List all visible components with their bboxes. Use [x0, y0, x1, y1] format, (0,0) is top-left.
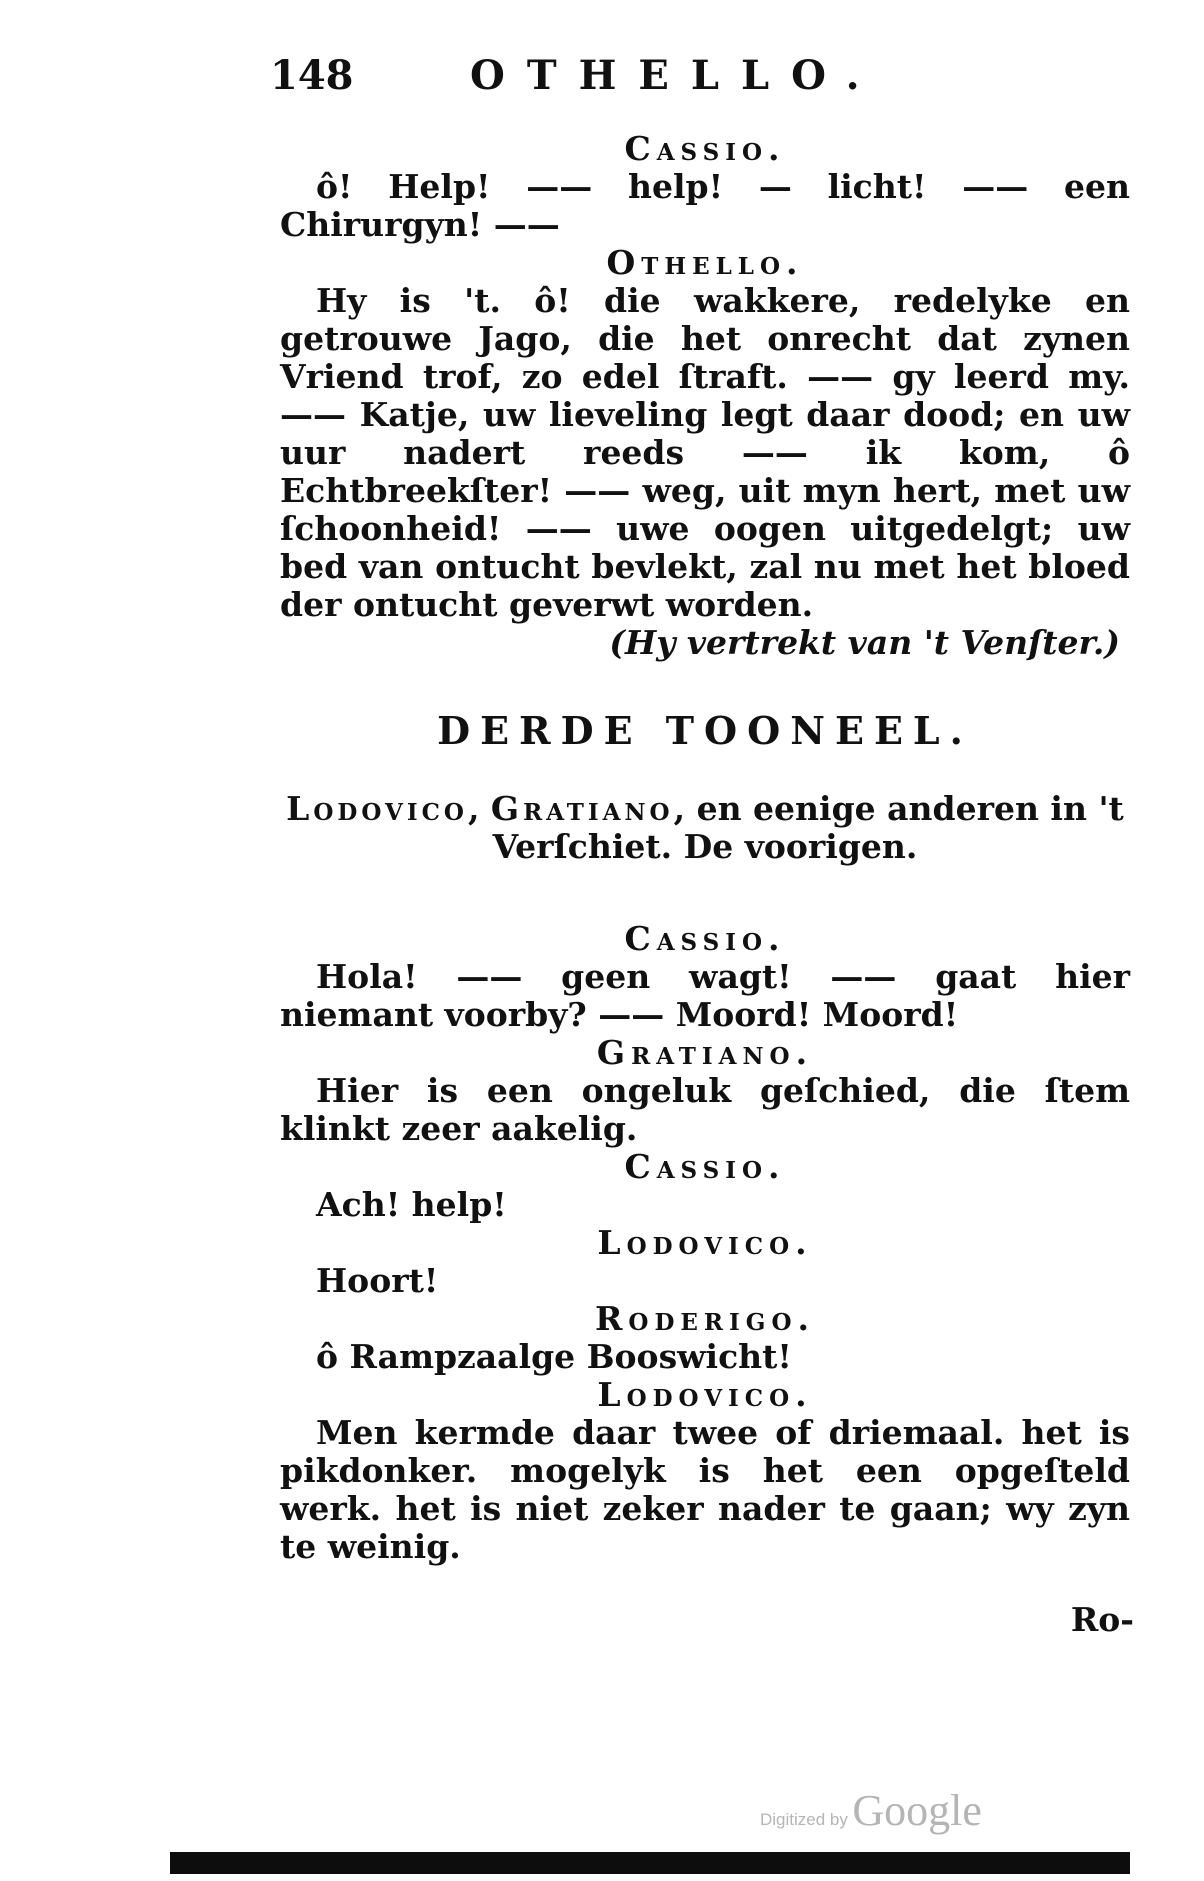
speech-block	[280, 1148, 1130, 1224]
page-number: 148	[270, 52, 354, 99]
watermark-prefix: Digitized by	[760, 1810, 848, 1829]
speech-block	[280, 1376, 1130, 1566]
scene-heading: DERDE TOONEEL.	[437, 708, 973, 753]
speaker-name: Lodovico.	[597, 1375, 813, 1414]
stage-direction: (Hy vertrekt van 't Venſter.)	[609, 623, 1120, 662]
cast-rest: , en eenige anderen in 't Verſchiet. De voorigen.	[492, 789, 1124, 866]
scan-edge-shadow	[170, 1852, 1130, 1874]
text-block-bottom	[280, 920, 1130, 1566]
speaker-name: Othello.	[606, 243, 804, 282]
speech-block	[280, 130, 1130, 244]
speech-text: ô Rampzaalge Booswicht!	[316, 1337, 792, 1376]
speech-block	[280, 1300, 1130, 1376]
catchword: Ro-	[1070, 1600, 1134, 1639]
cast-name: Gratiano	[490, 789, 674, 828]
digitization-watermark	[760, 1785, 982, 1836]
speaker-name: Cassio.	[624, 129, 786, 168]
speech-block	[280, 1224, 1130, 1300]
page-header	[270, 52, 910, 112]
cast-list: Lodovico, Gratiano, en eenige anderen in 't Verſchiet. De voorigen.	[286, 789, 1124, 866]
cast-name: Lodovico	[286, 789, 468, 828]
speech-text: Men kermde daar twee of driemaal. het is pikdonker. mogelyk is het een opgeſteld werk. het is niet zeker nader te gaan; wy zyn te weinig.	[280, 1413, 1130, 1566]
speech-block	[280, 1034, 1130, 1148]
text-block-top	[280, 130, 1130, 866]
speech-block	[280, 244, 1130, 624]
speaker-name: Cassio.	[624, 1147, 786, 1186]
speaker-name: Gratiano.	[596, 1033, 814, 1072]
speech-text: Hoort!	[316, 1261, 439, 1300]
speech-text: Hy is 't. ô! die wakkere, redelyke en getrouwe Jago, die het onrecht dat zynen Vriend trof, zo edel ſtraft. —— gy leerd my. —— Katje, uw lieveling legt daar dood; en uw uur nadert reeds —— ik kom, ô Echtbreekſter! —— weg, uit myn hert, met uw ſchoonheid! —— uwe oogen uitgedelgt; uw bed van ontucht bevlekt, zal nu met het bloed der ontucht geverwt worden.	[280, 281, 1130, 624]
speaker-name: Lodovico.	[597, 1223, 813, 1262]
speech-text: Ach! help!	[316, 1185, 507, 1224]
speech-block	[280, 920, 1130, 1034]
speaker-name: Roderigo.	[595, 1299, 815, 1338]
running-title: OTHELLO.	[470, 52, 882, 99]
watermark-brand: Google	[852, 1786, 982, 1835]
speech-text: Hola! —— geen wagt! —— gaat hier niemant voorby? —— Moord! Moord!	[280, 957, 1130, 1034]
speech-text: ô! Help! —— help! — licht! —— een Chirurgyn! ——	[280, 167, 1130, 244]
speaker-name: Cassio.	[624, 919, 786, 958]
speech-text: Hier is een ongeluk geſchied, die ſtem klinkt zeer aakelig.	[280, 1071, 1130, 1148]
